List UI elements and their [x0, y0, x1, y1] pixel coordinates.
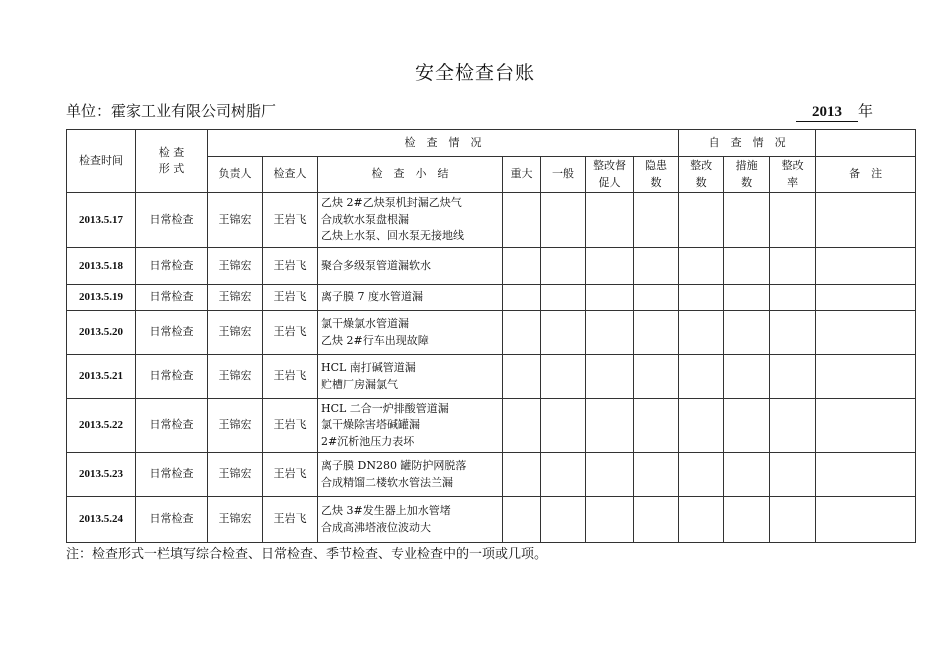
page-title: 安全检查台账 [414, 62, 535, 84]
cell-general [541, 399, 586, 453]
cell-date: 2013.5.20 [67, 311, 136, 355]
cell-responsible: 王锦宏 [208, 248, 263, 285]
cell-measures [724, 399, 770, 453]
cell-form: 日常检查 [136, 311, 208, 355]
cell-form: 日常检查 [136, 399, 208, 453]
cell-rectified [679, 453, 724, 497]
cell-hazards [634, 248, 679, 285]
cell-major [503, 248, 541, 285]
cell-rate [770, 355, 816, 399]
cell-supervisor [586, 248, 634, 285]
cell-hazards [634, 497, 679, 543]
cell-date: 2013.5.21 [67, 355, 136, 399]
header-hazards: 隐患 数 [634, 157, 679, 193]
cell-supervisor [586, 355, 634, 399]
header-rate: 整改 率 [770, 157, 816, 193]
cell-hazards [634, 285, 679, 311]
cell-measures [724, 311, 770, 355]
cell-rectified [679, 355, 724, 399]
cell-responsible: 王锦宏 [208, 285, 263, 311]
cell-date: 2013.5.17 [67, 193, 136, 248]
cell-inspector: 王岩飞 [263, 399, 318, 453]
cell-supervisor [586, 453, 634, 497]
cell-supervisor [586, 193, 634, 248]
cell-rate [770, 285, 816, 311]
cell-inspector: 王岩飞 [263, 355, 318, 399]
cell-inspector: 王岩飞 [263, 193, 318, 248]
cell-general [541, 497, 586, 543]
cell-inspector: 王岩飞 [263, 453, 318, 497]
cell-remarks [816, 193, 916, 248]
header-major: 重大 [503, 157, 541, 193]
header-summary: 检 查 小 结 [318, 157, 503, 193]
cell-form: 日常检查 [136, 285, 208, 311]
table-row [67, 311, 916, 355]
cell-form: 日常检查 [136, 248, 208, 285]
cell-inspector: 王岩飞 [263, 311, 318, 355]
cell-date: 2013.5.19 [67, 285, 136, 311]
year-value: 2013 [796, 104, 858, 122]
cell-supervisor [586, 399, 634, 453]
cell-rectified [679, 285, 724, 311]
cell-summary: 乙炔 2#乙炔泵机封漏乙炔气 合成软水泵盘根漏 乙炔上水泵、回水泵无接地线 [318, 193, 503, 248]
cell-general [541, 248, 586, 285]
cell-hazards [634, 311, 679, 355]
cell-date: 2013.5.22 [67, 399, 136, 453]
table-row [67, 399, 916, 453]
cell-hazards [634, 399, 679, 453]
header-inspector: 检查人 [263, 157, 318, 193]
cell-responsible: 王锦宏 [208, 497, 263, 543]
cell-general [541, 453, 586, 497]
ledger-body [67, 193, 916, 543]
cell-responsible: 王锦宏 [208, 193, 263, 248]
table-row [67, 453, 916, 497]
cell-form: 日常检查 [136, 497, 208, 543]
header-supervisor: 整改督 促人 [586, 157, 634, 193]
cell-summary: HCL 二合一炉排酸管道漏 氯干燥除害塔碱罐漏 2#沉析池压力表坏 [318, 399, 503, 453]
cell-supervisor [586, 285, 634, 311]
cell-responsible: 王锦宏 [208, 453, 263, 497]
cell-measures [724, 285, 770, 311]
cell-general [541, 355, 586, 399]
cell-form: 日常检查 [136, 453, 208, 497]
cell-date: 2013.5.18 [67, 248, 136, 285]
cell-summary: HCL 南打碱管道漏 贮槽厂房漏氯气 [318, 355, 503, 399]
header-responsible: 负责人 [208, 157, 263, 193]
cell-measures [724, 193, 770, 248]
cell-rate [770, 248, 816, 285]
cell-rate [770, 453, 816, 497]
cell-major [503, 453, 541, 497]
cell-summary: 离子膜 DN280 罐防护网脱落 合成精馏二楼软水管法兰漏 [318, 453, 503, 497]
cell-summary: 离子膜 7 度水管道漏 [318, 285, 503, 311]
cell-hazards [634, 355, 679, 399]
cell-date: 2013.5.24 [67, 497, 136, 543]
cell-form: 日常检查 [136, 193, 208, 248]
header-rectified: 整改 数 [679, 157, 724, 193]
cell-rectified [679, 311, 724, 355]
header-blank [816, 130, 916, 157]
cell-remarks [816, 355, 916, 399]
table-row [67, 355, 916, 399]
cell-rate [770, 193, 816, 248]
cell-rate [770, 399, 816, 453]
cell-major [503, 355, 541, 399]
footnote: 注：检查形式一栏填写综合检查、日常检查、季节检查、专业检查中的一项或几项。 [66, 547, 548, 562]
cell-remarks [816, 285, 916, 311]
cell-remarks [816, 399, 916, 453]
cell-rectified [679, 399, 724, 453]
cell-date: 2013.5.23 [67, 453, 136, 497]
cell-inspector: 王岩飞 [263, 497, 318, 543]
inspection-ledger-table [66, 129, 916, 543]
cell-rate [770, 311, 816, 355]
cell-measures [724, 248, 770, 285]
cell-major [503, 399, 541, 453]
table-row [67, 497, 916, 543]
table-row [67, 248, 916, 285]
header-inspection-time: 检查时间 [67, 130, 136, 193]
header-self-check-status: 自 查 情 况 [679, 130, 816, 157]
cell-rectified [679, 248, 724, 285]
cell-summary: 氯干燥氯水管道漏 乙炔 2#行车出现故障 [318, 311, 503, 355]
header-measures: 措施 数 [724, 157, 770, 193]
cell-general [541, 311, 586, 355]
cell-summary: 乙炔 3#发生器上加水管堵 合成高沸塔液位波动大 [318, 497, 503, 543]
cell-rate [770, 497, 816, 543]
cell-summary: 聚合多级泵管道漏软水 [318, 248, 503, 285]
cell-remarks [816, 497, 916, 543]
cell-major [503, 497, 541, 543]
header-general: 一般 [541, 157, 586, 193]
header-inspection-status: 检 查 情 况 [208, 130, 679, 157]
table-row [67, 193, 916, 248]
cell-hazards [634, 193, 679, 248]
cell-form: 日常检查 [136, 355, 208, 399]
cell-remarks [816, 248, 916, 285]
cell-rectified [679, 497, 724, 543]
header-inspection-form: 检 查 形 式 [136, 130, 208, 193]
cell-hazards [634, 453, 679, 497]
cell-measures [724, 453, 770, 497]
cell-rectified [679, 193, 724, 248]
cell-remarks [816, 453, 916, 497]
cell-responsible: 王锦宏 [208, 355, 263, 399]
cell-responsible: 王锦宏 [208, 399, 263, 453]
cell-major [503, 193, 541, 248]
cell-inspector: 王岩飞 [263, 285, 318, 311]
cell-supervisor [586, 311, 634, 355]
unit-label: 单位：霍家工业有限公司树脂厂 [66, 102, 277, 120]
cell-major [503, 311, 541, 355]
header-remarks: 备 注 [816, 157, 916, 193]
cell-major [503, 285, 541, 311]
cell-general [541, 193, 586, 248]
table-row [67, 285, 916, 311]
cell-supervisor [586, 497, 634, 543]
cell-measures [724, 355, 770, 399]
year-field [796, 100, 873, 122]
cell-responsible: 王锦宏 [208, 311, 263, 355]
cell-remarks [816, 311, 916, 355]
year-suffix: 年 [858, 102, 874, 120]
cell-measures [724, 497, 770, 543]
cell-general [541, 285, 586, 311]
cell-inspector: 王岩飞 [263, 248, 318, 285]
